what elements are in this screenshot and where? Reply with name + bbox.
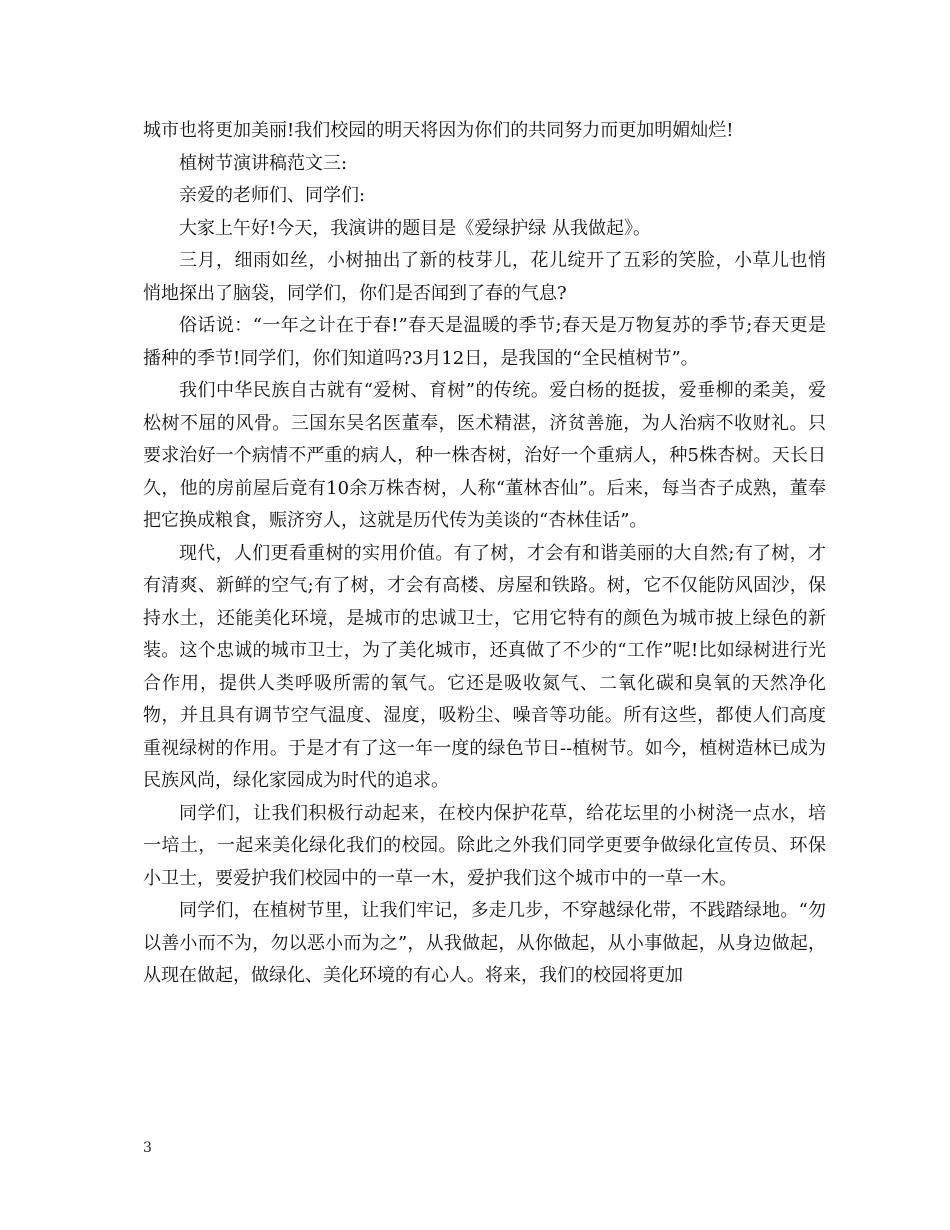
paragraph-7: 我们中华民族自古就有“爱树、育树”的传统。爱白杨的挺拔，爱垂柳的柔美，爱松树不屈的风骨。三国东吴名医董奉，医术精湛，济贫善施，为人治病不收财礼。只要求治好一个病情不严重的病人，种一株杏树，治好一个重病人，种5株杏树。天长日久，他的房前屋后竟有10余万株杏树，人称“董林杏仙”。后来，每当杏子成熟，董奉把它换成粮食，赈济穷人，这就是历代传为美谈的“杏林佳话”。 <box>143 380 826 531</box>
paragraph-6: 俗话说：“一年之计在于春!”春天是温暖的季节;春天是万物复苏的季节;春天更是播种的季节!同学们，你们知道吗?3月12日，是我国的“全民植树节”。 <box>143 315 826 369</box>
paragraph-8: 现代，人们更看重树的实用价值。有了树，才会有和谐美丽的大自然;有了树，才有清爽、新鲜的空气;有了树，才会有高楼、房屋和铁路。树，它不仅能防风固沙，保持水土，还能美化环境，是城市的忠诚卫士，它用它特有的颜色为城市披上绿色的新装。这个忠诚的城市卫士，为了美化城市，还真做了不少的“工作”呢!比如绿树进行光合作用，提供人类呼吸所需的氧气。它还是吸收氮气、二氧化碳和臭氧的天然净化物，并且具有调节空气温度、湿度，吸粉尘、噪音等功能。所有这些，都使人们高度重视绿树的作用。于是才有了这一年一度的绿色节日--植树节。如今，植树造林已成为民族风尚，绿化家园成为时代的追求。 <box>143 542 826 791</box>
paragraph-2: 植树节演讲稿范文三: <box>179 152 348 174</box>
paragraph-3: 亲爱的老师们、同学们: <box>179 185 366 206</box>
page-number: 3 <box>143 1140 152 1156</box>
paragraph-4: 大家上午好!今天，我演讲的题目是《爱绿护绿 从我做起》。 <box>179 217 651 239</box>
paragraph-10: 同学们，在植树节里，让我们牢记，多走几步，不穿越绿化带，不践踏绿地。“勿以善小而不为，勿以恶小而为之”，从我做起，从你做起，从小事做起，从身边做起，从现在做起，做绿化、美化环境的有心人。将来，我们的校园将更加 <box>143 900 826 986</box>
paragraph-9: 同学们，让我们积极行动起来，在校内保护花草，给花坛里的小树浇一点水，培一培土，一起来美化绿化我们的校园。除此之外我们同学更要争做绿化宣传员、环保小卫士，要爱护我们校园中的一草一木，爱护我们这个城市中的一草一木。 <box>143 802 826 889</box>
document-body <box>143 115 826 993</box>
paragraph-1: 城市也将更加美丽!我们校园的明天将因为你们的共同努力而更加明媚灿烂! <box>143 120 734 141</box>
paragraph-5: 三月，细雨如丝，小树抽出了新的枝芽儿，花儿绽开了五彩的笑脸，小草儿也悄悄地探出了脑袋，同学们，你们是否闻到了春的气息? <box>143 250 826 304</box>
